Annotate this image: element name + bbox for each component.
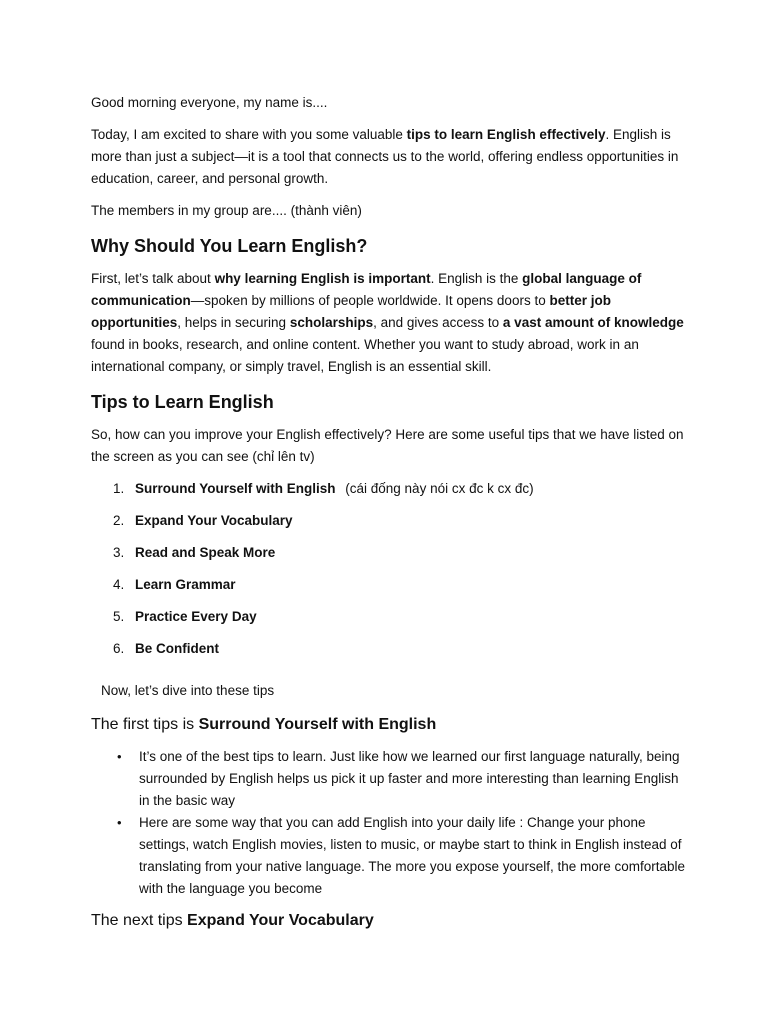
why-paragraph: [91, 268, 691, 378]
why-text: , helps in securing: [177, 315, 290, 330]
tip-item: [91, 510, 691, 542]
tip-label: Read and Speak More: [135, 545, 276, 560]
tip-number: 5.: [113, 609, 125, 624]
intro-text-end: . English is more than just a subject—it is a tool that connects us to the world, offering endless opportunities in education, career, and personal growth.: [91, 127, 679, 186]
tips-list: [91, 478, 691, 670]
tip-item: [91, 606, 691, 638]
tip-item: [91, 574, 691, 606]
tip-number: 4.: [113, 577, 125, 592]
tip-label: Expand Your Vocabulary: [135, 513, 293, 528]
why-text: , and gives access to: [373, 315, 503, 330]
why-emphasis: global language of communication: [91, 271, 642, 308]
why-emphasis: better job opportunities: [91, 293, 611, 330]
tips-intro-paragraph: So, how can you improve your English effectively? Here are some useful tips that we have listed on the screen as you can see (chỉ lên tv): [91, 427, 684, 464]
tip-number: 3.: [113, 545, 125, 560]
first-tip-bullets: [91, 746, 691, 900]
tip-item: [91, 478, 691, 510]
document-body: [91, 92, 691, 942]
tip-note: (cái đống này nói cx đc k cx đc): [341, 481, 534, 496]
next-tip-prefix: The next tips: [91, 912, 188, 929]
tip-label: Be Confident: [135, 641, 219, 656]
bullet-icon: •: [117, 749, 122, 764]
tip-label: Learn Grammar: [135, 577, 236, 592]
intro-text: Today, I am excited to share with you some valuable: [91, 127, 407, 142]
why-text: First, let’s talk about: [91, 271, 215, 286]
why-heading: Why Should You Learn English?: [91, 236, 368, 256]
greeting-paragraph: Good morning everyone, my name is....: [91, 95, 328, 110]
tip-item: [91, 638, 691, 670]
why-emphasis: scholarships: [289, 315, 374, 330]
tip-item: [91, 542, 691, 574]
why-text: found in books, research, and online content. Whether you want to study abroad, work in an international company, or simply travel, English is an essential skill.: [91, 337, 639, 374]
why-text: . English is the: [430, 271, 523, 286]
bullet-text: Here are some way that you can add English into your daily life : Change your phone settings, watch English movies, listen to music, or maybe start to think in English instead of translating from your native language. The more you expose yourself, the more comfortable with the language you become: [139, 815, 686, 896]
bullet-item: [91, 812, 691, 900]
first-tip-title: Surround Yourself with English: [198, 716, 437, 733]
why-emphasis: a vast amount of knowledge: [502, 315, 684, 330]
bullet-item: [91, 746, 691, 812]
first-tip-prefix: The first tips is: [91, 716, 199, 733]
first-tip-heading: [91, 714, 691, 736]
tip-number: 1.: [113, 481, 125, 496]
tip-number: 2.: [113, 513, 125, 528]
why-emphasis: why learning English is important: [214, 271, 431, 286]
tip-label: Practice Every Day: [135, 609, 257, 624]
dive-paragraph: Now, let’s dive into these tips: [101, 683, 275, 698]
next-tip-title: Expand Your Vocabulary: [187, 912, 374, 929]
tip-label: Surround Yourself with English: [135, 481, 336, 496]
tips-heading: Tips to Learn English: [91, 392, 274, 412]
intro-paragraph: [91, 124, 691, 190]
next-tip-heading: [91, 910, 691, 932]
members-paragraph: The members in my group are.... (thành viên): [91, 203, 362, 218]
bullet-text: It’s one of the best tips to learn. Just like how we learned our first language naturally, being surrounded by English helps us pick it up faster and more interesting than learning English in the basic way: [139, 749, 680, 808]
bullet-icon: •: [117, 815, 122, 830]
intro-emphasis: tips to learn English effectively: [406, 127, 606, 142]
tip-number: 6.: [113, 641, 125, 656]
why-text: —spoken by millions of people worldwide. It opens doors to: [190, 293, 550, 308]
